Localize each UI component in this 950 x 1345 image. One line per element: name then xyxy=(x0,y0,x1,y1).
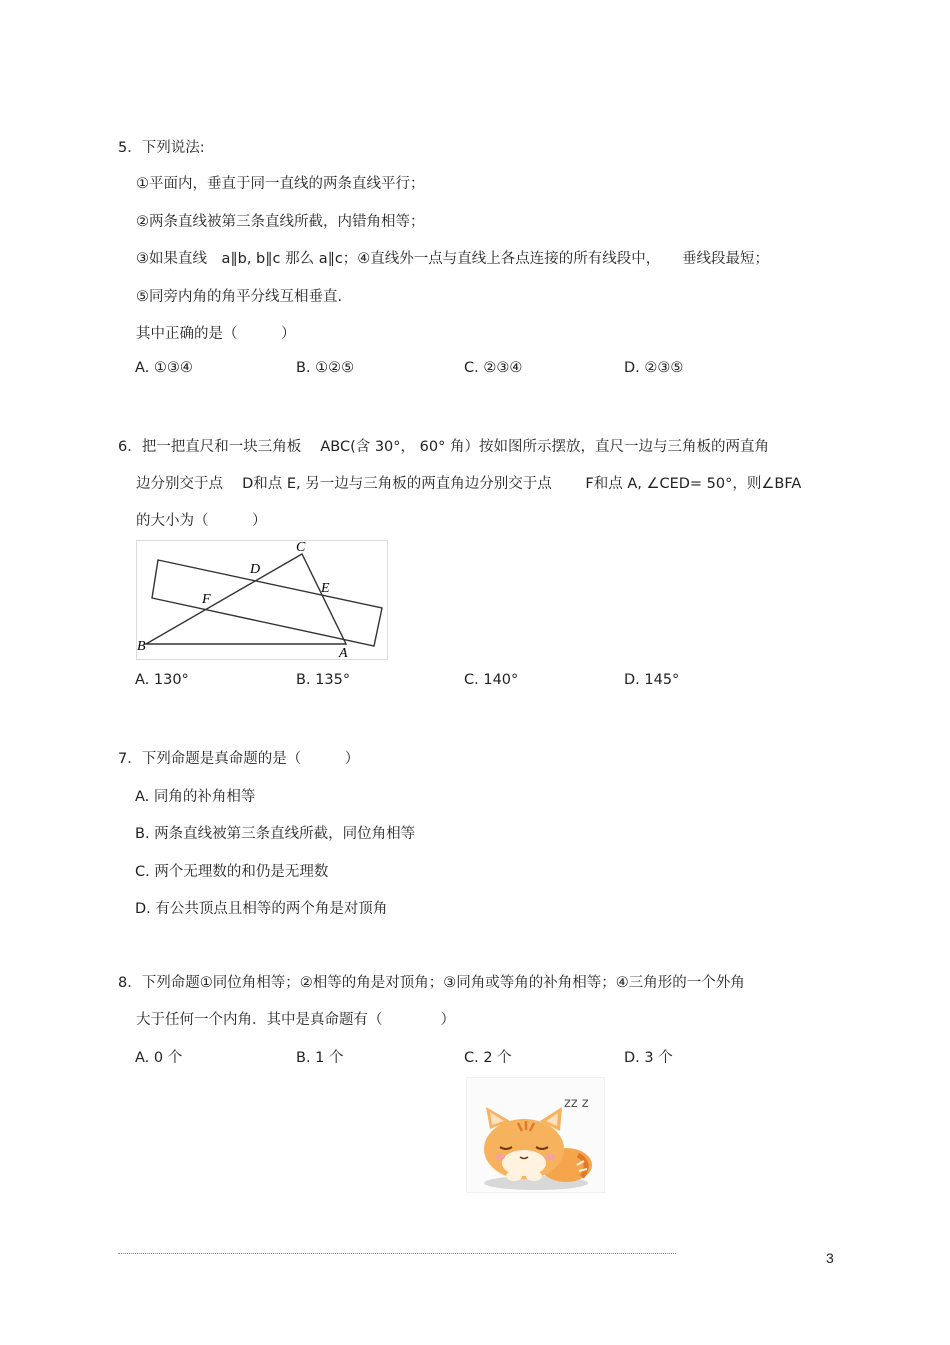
label-b: B xyxy=(137,639,146,654)
q8-stem-line2: 大于任何一个内角．其中是真命题有（ ） xyxy=(136,1012,455,1028)
q6-option-a[interactable]: A. 130° xyxy=(135,672,189,688)
q6-stem-line3: 的大小为（ ） xyxy=(136,513,267,529)
q5-option-b[interactable]: B. ①②⑤ xyxy=(296,360,355,376)
q8-option-d[interactable]: D. 3 个 xyxy=(624,1050,673,1066)
q5-option-d[interactable]: D. ②③⑤ xyxy=(624,360,684,376)
q7-option-d[interactable]: D. 有公共顶点且相等的两个角是对顶角 xyxy=(135,901,388,917)
ruler-triangle-figure xyxy=(136,540,388,660)
figure-svg xyxy=(136,540,388,660)
q5-ask: 其中正确的是（ ） xyxy=(136,326,296,342)
label-a: A xyxy=(339,646,348,660)
q6-stem-line1: 6．把一把直尺和一块三角板 ABC(含 30°， 60° 角）按如图所示摆放，直尺一边与三角板的两直角 xyxy=(118,439,769,455)
q6-option-d[interactable]: D. 145° xyxy=(624,672,680,688)
q5-statement-2: ②两条直线被第三条直线所截，内错角相等； xyxy=(136,214,425,230)
q7-option-c[interactable]: C. 两个无理数的和仍是无理数 xyxy=(135,864,329,880)
q7-option-a[interactable]: A. 同角的补角相等 xyxy=(135,789,256,805)
q6-stem-line2: 边分别交于点 D和点 E, 另一边与三角板的两直角边分别交于点 F和点 A, ∠CED= 50°，则∠BFA xyxy=(136,476,802,492)
page-number: 3 xyxy=(826,1250,834,1266)
q6-option-c[interactable]: C. 140° xyxy=(464,672,519,688)
q7-option-b[interactable]: B. 两条直线被第三条直线所截，同位角相等 xyxy=(135,826,416,842)
cat-sleep-text: zz z xyxy=(564,1096,589,1111)
footer-divider xyxy=(118,1253,676,1254)
q8-option-b[interactable]: B. 1 个 xyxy=(296,1050,344,1066)
q8-option-a[interactable]: A. 0 个 xyxy=(135,1050,183,1066)
q8-option-c[interactable]: C. 2 个 xyxy=(464,1050,512,1066)
q5-statement-1: ①平面内，垂直于同一直线的两条直线平行； xyxy=(136,176,425,192)
q7-stem: 7．下列命题是真命题的是（ ） xyxy=(118,751,360,767)
q5-statement-4: ⑤同旁内角的角平分线互相垂直. xyxy=(136,289,343,305)
q5-option-c[interactable]: C. ②③④ xyxy=(464,360,523,376)
sleeping-cat-image xyxy=(466,1077,605,1193)
label-d: D xyxy=(250,562,261,577)
q8-stem-line1: 8．下列命题①同位角相等；②相等的角是对顶角；③同角或等角的补角相等；④三角形的一个外角 xyxy=(118,975,745,991)
label-e: E xyxy=(321,581,330,596)
q5-stem: 5．下列说法: xyxy=(118,140,205,156)
label-c: C xyxy=(296,540,306,555)
q5-option-a[interactable]: A. ①③④ xyxy=(135,360,193,376)
cat-illustration xyxy=(466,1077,605,1193)
label-f: F xyxy=(202,592,211,607)
q6-option-b[interactable]: B. 135° xyxy=(296,672,351,688)
q5-statement-3: ③如果直线 a∥b, b∥c 那么 a∥c；④直线外一点与直线上各点连接的所有线段中， 垂线段最短； xyxy=(136,251,770,267)
